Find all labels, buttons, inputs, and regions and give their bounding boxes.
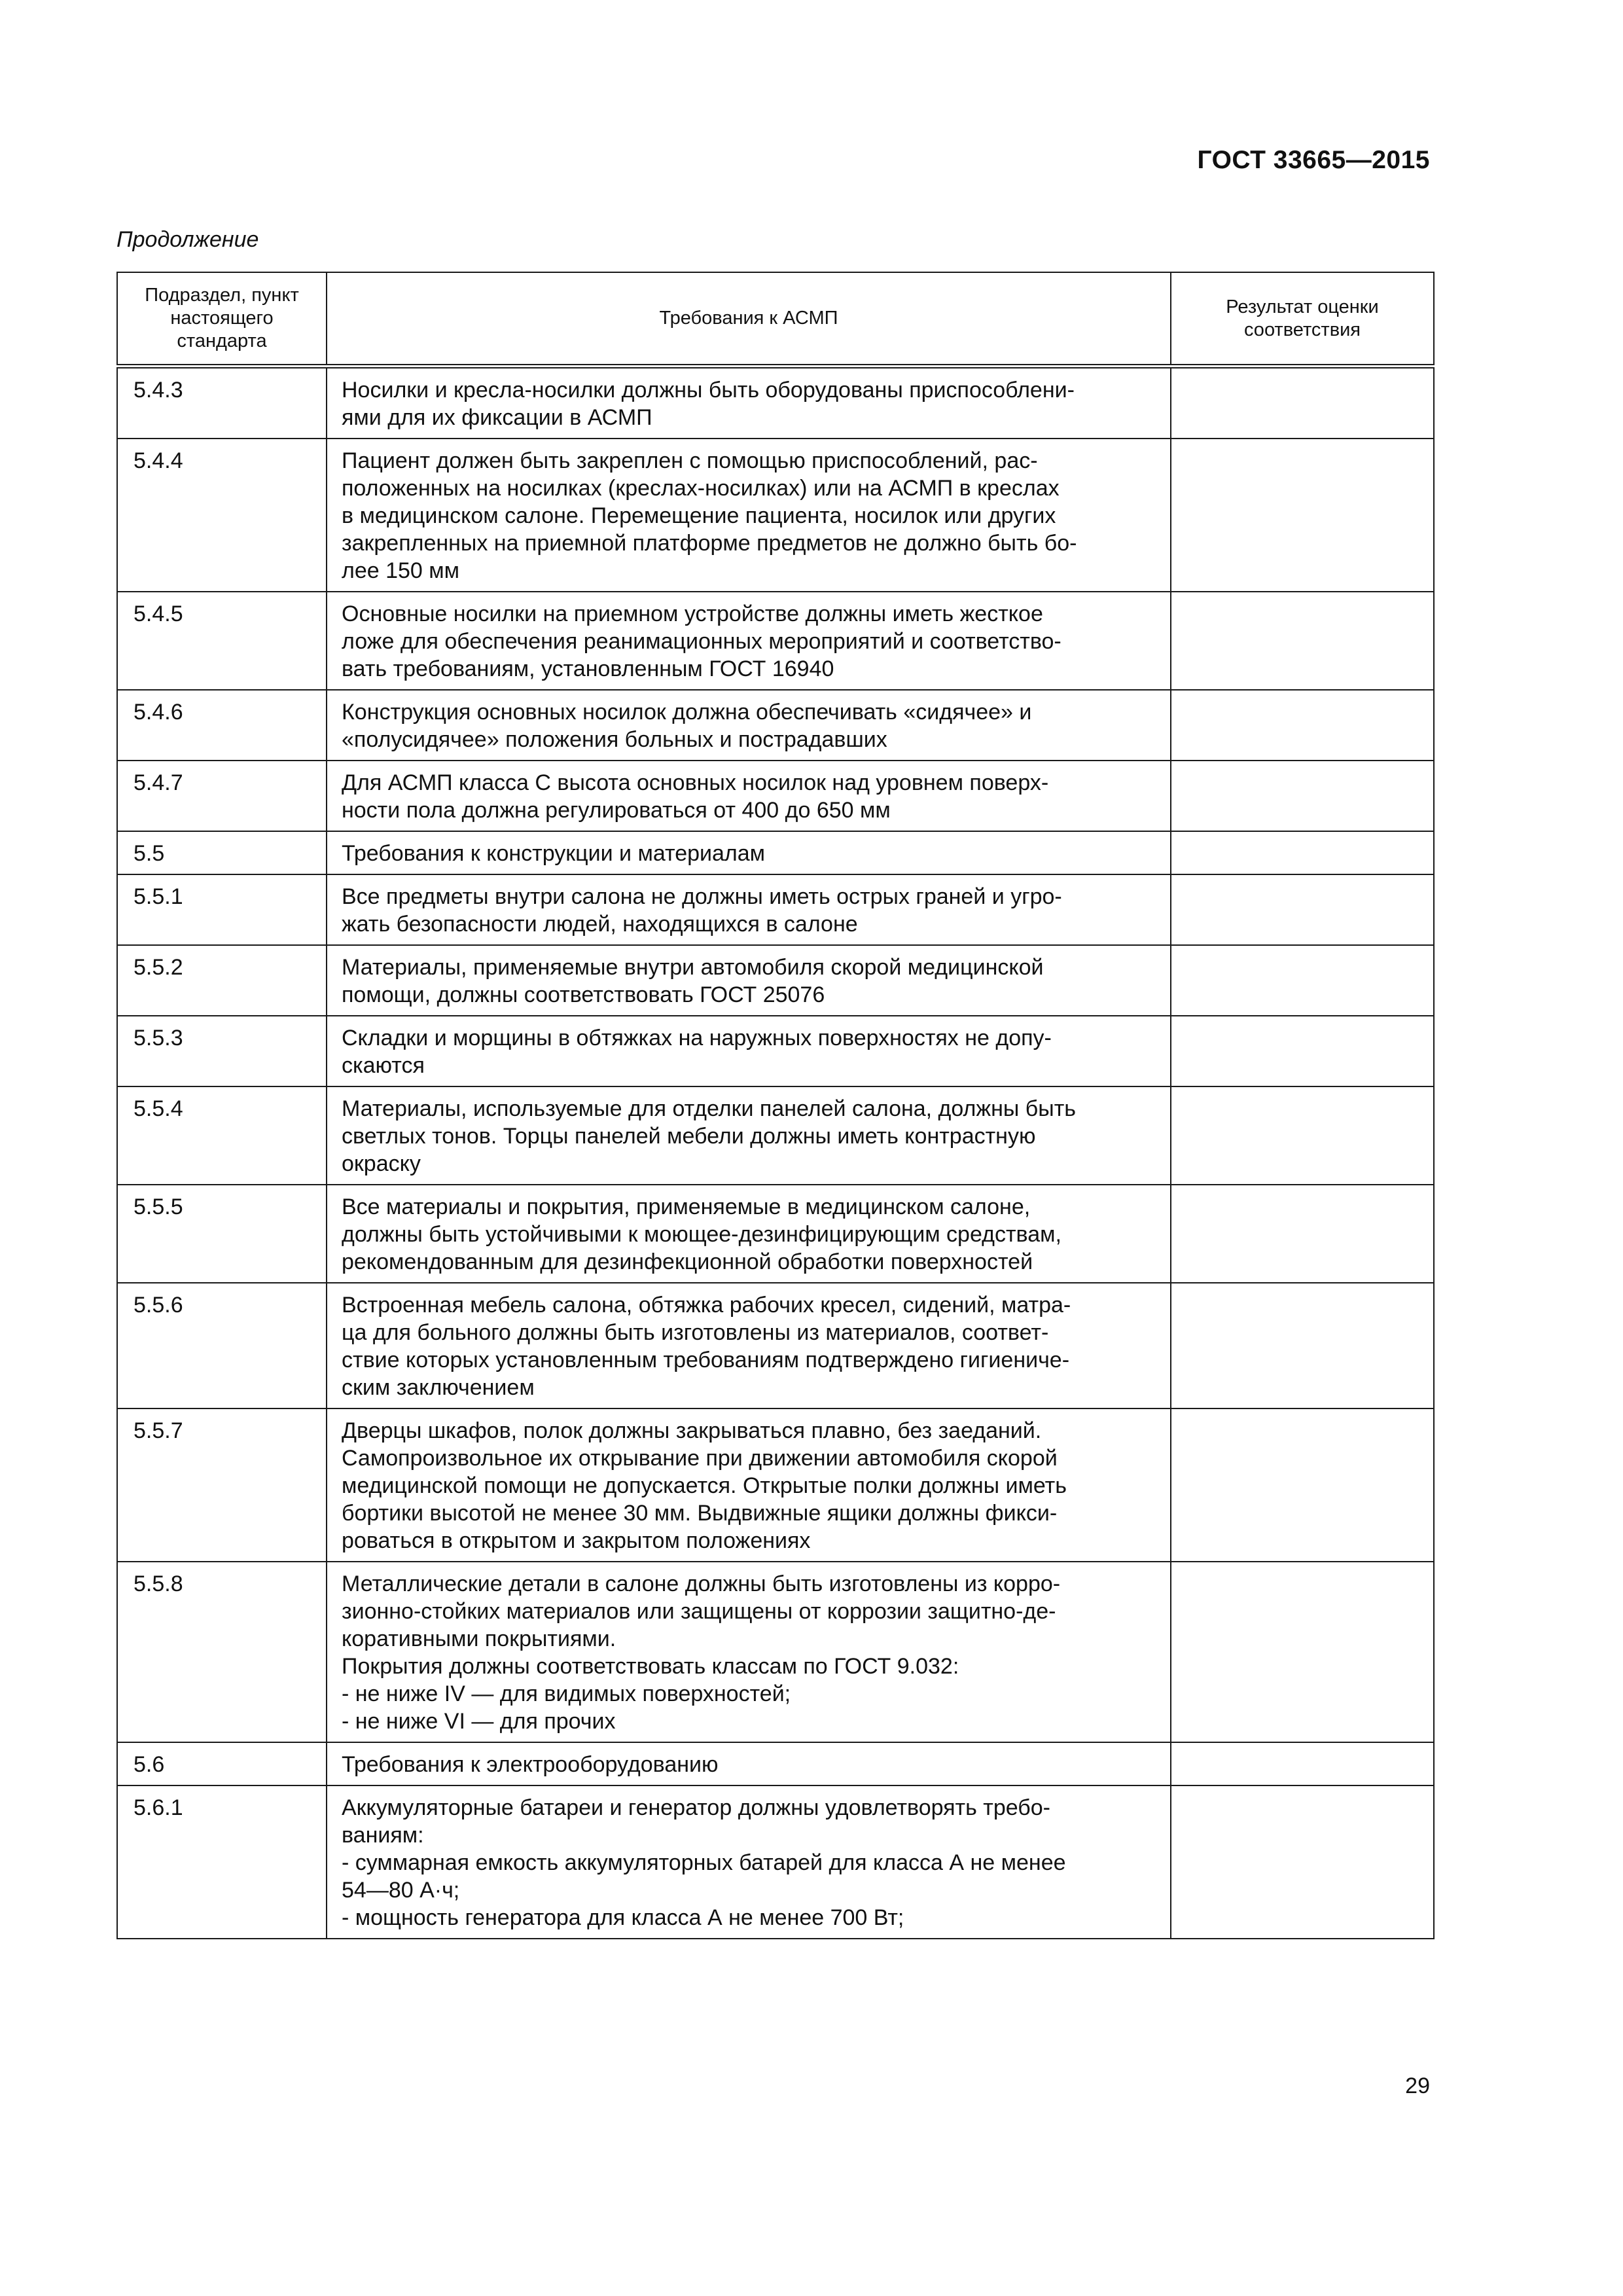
result-cell	[1171, 945, 1434, 1016]
clause-number-cell: 5.5.2	[117, 945, 327, 1016]
table-row	[117, 1785, 1434, 1939]
table-row	[117, 367, 1434, 439]
requirement-text-line: Все материалы и покрытия, применяемые в медицинском салоне,	[342, 1194, 1031, 1219]
clause-number-cell: 5.5	[117, 831, 327, 874]
requirement-text-line: ца для больного должны быть изготовлены из материалов, соответ-	[342, 1320, 1049, 1345]
result-cell	[1171, 439, 1434, 592]
clause-number-cell: 5.5.3	[117, 1016, 327, 1086]
requirement-text-line: закрепленных на приемной платформе предметов не должно быть бо-	[342, 531, 1077, 556]
requirement-text-line: Для АСМП класса С высота основных носилок над уровнем поверх-	[342, 770, 1049, 795]
result-cell	[1171, 1785, 1434, 1939]
requirement-text-line: рекомендованным для дезинфекционной обработки поверхностей	[342, 1249, 1033, 1274]
requirement-text-line: коративными покрытиями.	[342, 1626, 616, 1651]
requirement-text-line: ности пола должна регулироваться от 400 до 650 мм	[342, 798, 891, 823]
requirement-text-line: зионно-стойких материалов или защищены от коррозии защитно-де-	[342, 1599, 1056, 1624]
table-row	[117, 1016, 1434, 1086]
requirement-text-line: Материалы, применяемые внутри автомобиля скорой медицинской	[342, 955, 1044, 980]
requirement-cell	[327, 367, 1171, 439]
requirement-text-line: 54—80 А·ч;	[342, 1878, 460, 1903]
requirement-text-line: вать требованиям, установленным ГОСТ 16940	[342, 656, 834, 681]
requirement-text-line: - мощность генератора для класса А не менее 700 Вт;	[342, 1905, 904, 1930]
requirement-text-line: в медицинском салоне. Перемещение пациента, носилок или других	[342, 503, 1056, 528]
requirement-cell	[327, 1408, 1171, 1562]
requirement-text-line: ским заключением	[342, 1375, 535, 1400]
requirement-text-line: должны быть устойчивыми к моющее-дезинфицирующим средствам,	[342, 1222, 1061, 1247]
requirement-cell	[327, 761, 1171, 831]
table-row	[117, 1742, 1434, 1785]
requirement-text-line: Складки и морщины в обтяжках на наружных поверхностях не допу-	[342, 1026, 1052, 1050]
clause-number-cell: 5.5.5	[117, 1185, 327, 1283]
requirement-text-line: Основные носилки на приемном устройстве должны иметь жесткое	[342, 601, 1043, 626]
requirement-cell	[327, 1016, 1171, 1086]
requirement-text-line: Все предметы внутри салона не должны иметь острых граней и угро-	[342, 884, 1062, 909]
requirement-text-line: Конструкция основных носилок должна обеспечивать «сидячее» и	[342, 700, 1032, 725]
requirement-text-line: медицинской помощи не допускается. Открытые полки должны иметь	[342, 1473, 1067, 1498]
table-row	[117, 761, 1434, 831]
column-header-requirements: Требования к АСМП	[327, 272, 1171, 367]
requirement-text-line: ствие которых установленным требованиям подтверждено гигиениче-	[342, 1348, 1070, 1372]
clause-number-cell: 5.4.5	[117, 592, 327, 690]
table-row	[117, 1185, 1434, 1283]
requirement-cell	[327, 831, 1171, 874]
result-cell	[1171, 1086, 1434, 1185]
requirement-cell	[327, 1086, 1171, 1185]
continuation-label: Продолжение	[116, 227, 259, 252]
requirement-cell	[327, 874, 1171, 945]
clause-number-cell: 5.4.3	[117, 367, 327, 439]
requirement-text-line: - не ниже IV — для видимых поверхностей;	[342, 1681, 791, 1706]
result-cell	[1171, 831, 1434, 874]
clause-number-cell: 5.4.4	[117, 439, 327, 592]
requirement-text-line: жать безопасности людей, находящихся в салоне	[342, 912, 858, 937]
requirement-text-line: ваниям:	[342, 1823, 424, 1848]
requirement-text-line: лее 150 мм	[342, 558, 460, 583]
table-row	[117, 439, 1434, 592]
clause-number-cell: 5.4.6	[117, 690, 327, 761]
clause-number-cell: 5.5.1	[117, 874, 327, 945]
table-row	[117, 592, 1434, 690]
clause-number-cell: 5.6	[117, 1742, 327, 1785]
clause-number-cell: 5.5.4	[117, 1086, 327, 1185]
result-cell	[1171, 1408, 1434, 1562]
requirement-cell	[327, 1185, 1171, 1283]
requirement-text-line: - суммарная емкость аккумуляторных батарей для класса А не менее	[342, 1850, 1066, 1875]
requirement-cell	[327, 1785, 1171, 1939]
page-number: 29	[1405, 2073, 1430, 2098]
requirement-text-line: ложе для обеспечения реанимационных мероприятий и соответство-	[342, 629, 1061, 654]
clause-number-cell: 5.5.8	[117, 1562, 327, 1742]
clause-number-cell: 5.5.7	[117, 1408, 327, 1562]
result-cell	[1171, 1742, 1434, 1785]
requirement-text-line: помощи, должны соответствовать ГОСТ 25076	[342, 982, 825, 1007]
requirement-text-line: «полусидячее» положения больных и пострадавших	[342, 727, 887, 752]
requirement-text-line: светлых тонов. Торцы панелей мебели должны иметь контрастную	[342, 1124, 1036, 1149]
result-cell	[1171, 1185, 1434, 1283]
result-cell	[1171, 874, 1434, 945]
table-row	[117, 874, 1434, 945]
requirement-text-line: Требования к электрооборудованию	[342, 1752, 719, 1777]
table-row	[117, 1283, 1434, 1408]
requirement-text-line: положенных на носилках (креслах-носилках) или на АСМП в креслах	[342, 476, 1060, 501]
requirement-cell	[327, 690, 1171, 761]
requirement-text-line: окраску	[342, 1151, 421, 1176]
requirement-cell	[327, 1742, 1171, 1785]
requirement-text-line: ями для их фиксации в АСМП	[342, 405, 652, 430]
requirement-cell	[327, 1562, 1171, 1742]
requirement-text-line: Аккумуляторные батареи и генератор должны удовлетворять требо-	[342, 1795, 1051, 1820]
column-header-result: Результат оценки соответствия	[1171, 272, 1434, 367]
clause-number-cell: 5.4.7	[117, 761, 327, 831]
table-row	[117, 690, 1434, 761]
requirement-text-line: роваться в открытом и закрытом положениях	[342, 1528, 811, 1553]
requirement-text-line: Пациент должен быть закреплен с помощью приспособлений, рас-	[342, 448, 1038, 473]
requirement-cell	[327, 945, 1171, 1016]
requirement-text-line: Дверцы шкафов, полок должны закрываться плавно, без заеданий.	[342, 1418, 1042, 1443]
requirement-text-line: скаются	[342, 1053, 425, 1078]
result-cell	[1171, 1562, 1434, 1742]
table-row	[117, 1408, 1434, 1562]
result-cell	[1171, 1016, 1434, 1086]
requirement-text-line: Требования к конструкции и материалам	[342, 841, 766, 866]
requirements-table	[116, 272, 1435, 1939]
requirement-cell	[327, 439, 1171, 592]
table-body	[117, 367, 1434, 1939]
result-cell	[1171, 592, 1434, 690]
requirement-text-line: - не ниже VI — для прочих	[342, 1709, 616, 1734]
document-code: ГОСТ 33665—2015	[1197, 146, 1430, 174]
table-header-row	[117, 272, 1434, 367]
table-row	[117, 1562, 1434, 1742]
table-row	[117, 1086, 1434, 1185]
requirement-text-line: Самопроизвольное их открывание при движении автомобиля скорой	[342, 1446, 1058, 1471]
result-cell	[1171, 1283, 1434, 1408]
requirement-text-line: Носилки и кресла-носилки должны быть оборудованы приспособлени-	[342, 378, 1075, 403]
column-header-clause: Подраздел, пункт настоящего стандарта	[117, 272, 327, 367]
table-row	[117, 831, 1434, 874]
requirement-text-line: Покрытия должны соответствовать классам по ГОСТ 9.032:	[342, 1654, 959, 1679]
table-row	[117, 945, 1434, 1016]
result-cell	[1171, 690, 1434, 761]
requirement-cell	[327, 1283, 1171, 1408]
requirement-text-line: Встроенная мебель салона, обтяжка рабочих кресел, сидений, матра-	[342, 1293, 1071, 1318]
clause-number-cell: 5.6.1	[117, 1785, 327, 1939]
requirement-text-line: бортики высотой не менее 30 мм. Выдвижные ящики должны фикси-	[342, 1501, 1058, 1526]
result-cell	[1171, 761, 1434, 831]
requirement-text-line: Материалы, используемые для отделки панелей салона, должны быть	[342, 1096, 1076, 1121]
requirement-cell	[327, 592, 1171, 690]
result-cell	[1171, 367, 1434, 439]
clause-number-cell: 5.5.6	[117, 1283, 327, 1408]
requirement-text-line: Металлические детали в салоне должны быть изготовлены из корро-	[342, 1571, 1061, 1596]
